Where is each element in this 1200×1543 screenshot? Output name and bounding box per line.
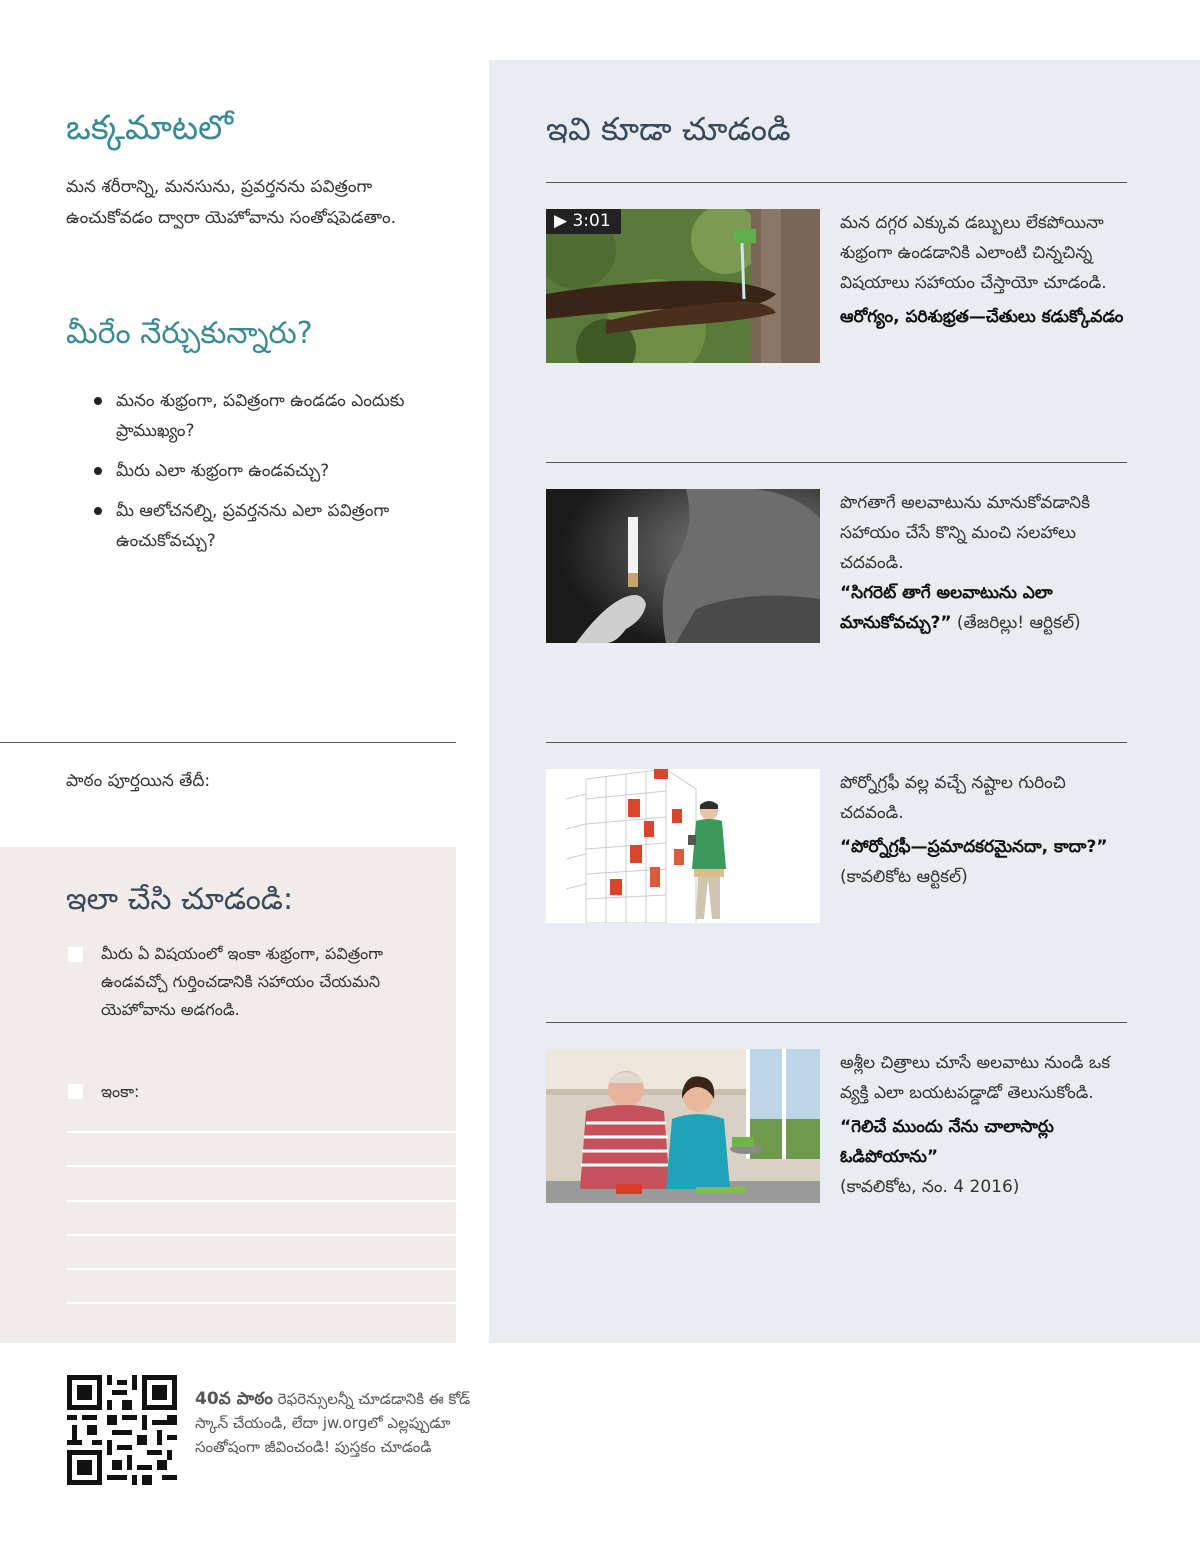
task-text: మీరు ఏ విషయంలో ఇంకా శుభ్రంగా, పవిత్రంగా ఉండవచ్చో గుర్తించడానికి సహాయం చేయమని యెహోవాను అడగండి. [101, 944, 384, 1019]
explore-item-desc: మన దగ్గర ఎక్కువ డబ్బులు లేకపోయినా శుభ్రంగా ఉండడానికి ఎలాంటి చిన్నచిన్న విషయాలు సహాయం చేస్తాయో చూడండి. [840, 213, 1107, 293]
explore-item-title-link[interactable]: “పోర్నోగ్రఫీ—ప్రమాదకరమైనదా, కాదా?” [840, 837, 1108, 857]
completion-date-label: పాఠం పూర్తయిన తేదీ: [66, 771, 211, 791]
hand-washing-video-thumbnail[interactable] [546, 209, 820, 363]
divider [546, 462, 1127, 463]
explore-item-source: (కావలికోట, నం. 4 2016) [840, 1177, 1020, 1197]
explore-item-text [840, 768, 1130, 892]
explore-item-title-link[interactable]: “సిగరెట్‌ తాగే అలవాటును ఎలా మానుకోవచ్చు?” [840, 583, 1053, 633]
explore-item-desc: పోర్నోగ్రఫీ వల్ల వచ్చే నష్టాల గురించి చదవండి. [840, 773, 1066, 823]
review-heading: మీరేం నేర్చుకున్నారు? [66, 316, 313, 351]
divider [546, 742, 1127, 743]
lesson-number: 40వ పాఠం [195, 1389, 273, 1409]
review-item: మీరు ఎలా శుభ్రంగా ఉండవచ్చు? [92, 456, 422, 486]
other-checkbox[interactable] [68, 1084, 83, 1099]
explore-item-source: (తేజరిల్లు! ఆర్టికల్‌) [956, 613, 1081, 633]
explore-item-source: (కావలికోట ఆర్టికల్‌) [840, 867, 968, 887]
divider [546, 182, 1127, 183]
divider [546, 1022, 1127, 1023]
explore-item-text [840, 1048, 1130, 1202]
explore-item-desc: పొగతాగే అలవాటును మానుకోవడానికి సహాయం చేసే కొన్ని మంచి సలహాలు చదవండి. [840, 493, 1090, 573]
summary-heading: ఒక్కమాటలో [66, 108, 234, 148]
explore-item-text [840, 208, 1130, 332]
writing-line[interactable] [67, 1165, 456, 1167]
review-list [92, 386, 422, 566]
explore-item-desc: అశ్లీల చిత్రాలు చూసే అలవాటు నుండి ఒక వ్యక్తి ఎలా బయటపడ్డాడో తెలుసుకోండి. [840, 1053, 1111, 1103]
writing-line[interactable] [67, 1302, 456, 1304]
summary-text: మన శరీరాన్ని, మనసును, ప్రవర్తనను పవిత్రంగా ఉంచుకోవడం ద్వారా యెహోవాను సంతోషపెడతాం. [66, 177, 397, 228]
divider [0, 742, 456, 743]
try-this-heading: ఇలా చేసి చూడండి: [66, 882, 294, 917]
footer-instructions: రెఫరెన్సులన్నీ చూడడానికి ఈ కోడ్‌ స్కాన్‌ చేయండి, లేదా jw.orgలో ఎల్లప్పుడూ సంతోషంగా జీవించండి! పుస్తకం చూడండి [195, 1390, 471, 1456]
review-item: మనం శుభ్రంగా, పవిత్రంగా ఉండడం ఎందుకు ప్రాముఖ్యం? [92, 386, 422, 446]
footer-text [195, 1387, 495, 1459]
pornography-article-thumbnail[interactable] [546, 769, 820, 923]
review-item: మీ ఆలోచనల్ని, ప్రవర్తనను ఎలా పవిత్రంగా ఉంచుకోవచ్చు? [92, 496, 422, 556]
writing-line[interactable] [67, 1268, 456, 1270]
other-label: ఇంకా: [101, 1082, 140, 1101]
task-checkbox[interactable] [68, 947, 83, 962]
explore-item-text [840, 488, 1130, 638]
smoking-article-thumbnail[interactable] [546, 489, 820, 643]
writing-line[interactable] [67, 1200, 456, 1202]
writing-line[interactable] [67, 1234, 456, 1236]
writing-line[interactable] [67, 1131, 456, 1133]
experience-article-thumbnail[interactable] [546, 1049, 820, 1203]
explore-item-title-link[interactable]: ఆరోగ్యం, పరిశుభ్రత—చేతులు కడుక్కోవడం [840, 307, 1124, 327]
explore-item-title-link[interactable]: “గెలిచే ముందు నేను చాలాసార్లు ఓడిపోయాను” [840, 1117, 1054, 1167]
explore-heading: ఇవి కూడా చూడండి [546, 110, 791, 148]
video-duration-badge: ▶ 3:01 [546, 209, 621, 234]
qr-code-icon[interactable] [67, 1375, 177, 1485]
